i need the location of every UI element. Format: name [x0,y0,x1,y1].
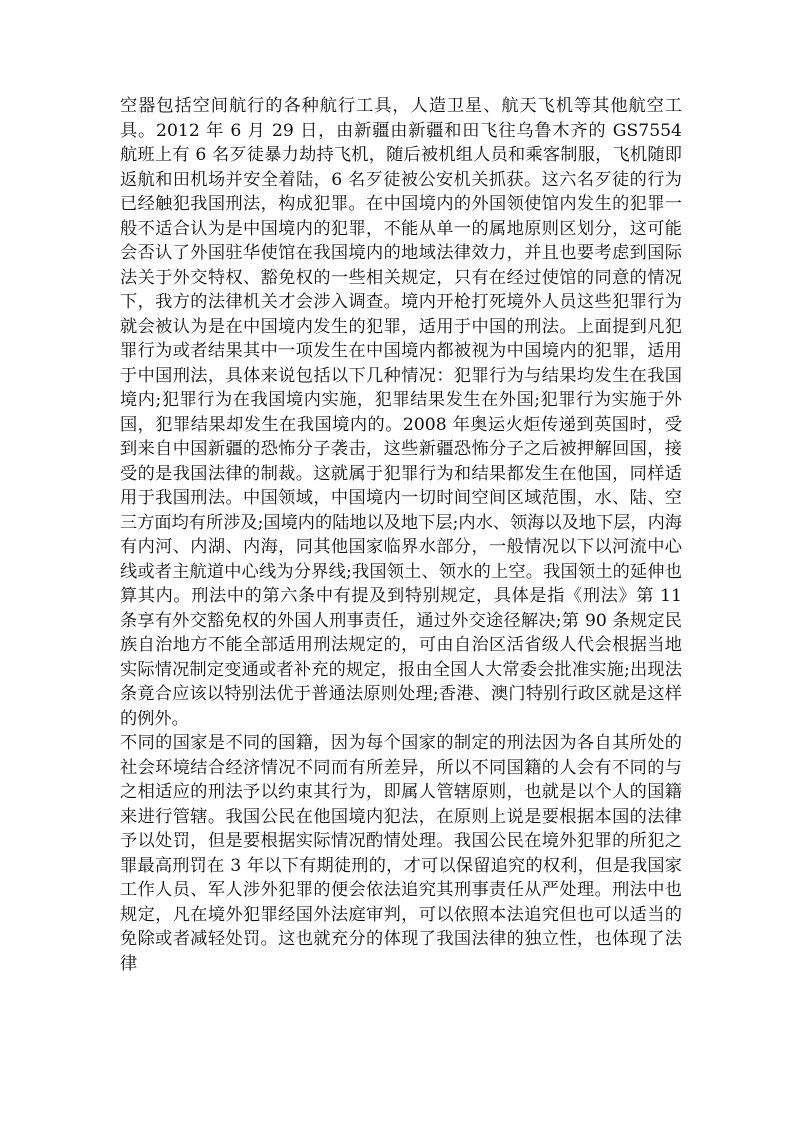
body-paragraph: 空器包括空间航行的各种航行工具，人造卫星、航天飞机等其他航空工具。2012 年 6 月 29 日，由新疆由新疆和田飞往乌鲁木齐的 GS7554 航班上有 6 名歹徒暴力劫持飞机，随后被机组人员和乘客制服，飞机随即返航和田机场并安全着陆，6 名歹徒被公安机关抓获。这六名歹徒的行为已经触犯我国刑法，构成犯罪。在中国境内的外国领使馆内发生的犯罪一般不适合认为是中国境内的犯罪，不能从单一的属地原则区划分，这可能会否认了外国驻华使馆在我国境内的地域法律效力，并且也要考虑到国际法关于外交特权、豁免权的一些相关规定，只有在经过使馆的同意的情况下，我方的法律机关才会涉入调查。境内开枪打死境外人员这些犯罪行为就会被认为是在中国境内发生的犯罪，适用于中国的刑法。上面提到凡犯罪行为或者结果其中一项发生在中国境内都被视为中国境内的犯罪，适用于中国刑法，具体来说包括以下几种情况：犯罪行为与结果均发生在我国境内;犯罪行为在我国境内实施，犯罪结果发生在外国;犯罪行为实施于外国，犯罪结果却发生在我国境内的。2008 年奥运火炬传递到英国时，受到来自中国新疆的恐怖分子袭击，这些新疆恐怖分子之后被押解回国，接受的是我国法律的制裁。这就属于犯罪行为和结果都发生在他国，同样适用于我国刑法。中国领域，中国境内一切时间空间区域范围，水、陆、空三方面均有所涉及;国境内的陆地以及地下层;内水、领海以及地下层，内海有内河、内湖、内海，同其他国家临界水部分，一般情况以下以河流中心线或者主航道中心线为分界线;我国领土、领水的上空。我国领土的延伸也算其内。刑法中的第六条中有提及到特别规定，具体是指《刑法》第 11 条享有外交豁免权的外国人刑事责任，通过外交途径解决;第 90 条规定民族自治地方不能全部适用刑法规定的，可由自治区活省级人代会根据当地实际情况制定变通或者补充的规定，报由全国人大常委会批准实施;出现法条竟合应该以特别法优于普通法原则处理;香港、澳门特别行政区就是这样的例外。 [120,96,682,729]
body-paragraph: 不同的国家是不同的国籍，因为每个国家的制定的刑法因为各自其所处的社会环境结合经济情况不同而有所差异，所以不同国籍的人会有不同的与之相适应的刑法予以约束其行为，即属人管辖原则，也就是以个人的国籍来进行管辖。我国公民在他国境内犯法，在原则上说是要根据本国的法律予以处罚，但是要根据实际情况酌情处理。我国公民在境外犯罪的所犯之罪最高刑罚在 3 年以下有期徒刑的，才可以保留追究的权利，但是我国家工作人员、军人涉外犯罪的便会依法追究其刑事责任从严处理。刑法中也规定，凡在境外犯罪经国外法庭审判，可以依照本法追究但也可以适当的免除或者减轻处罚。这也就充分的体现了我国法律的独立性，也体现了法律 [120,733,682,974]
document-page [120,94,682,976]
